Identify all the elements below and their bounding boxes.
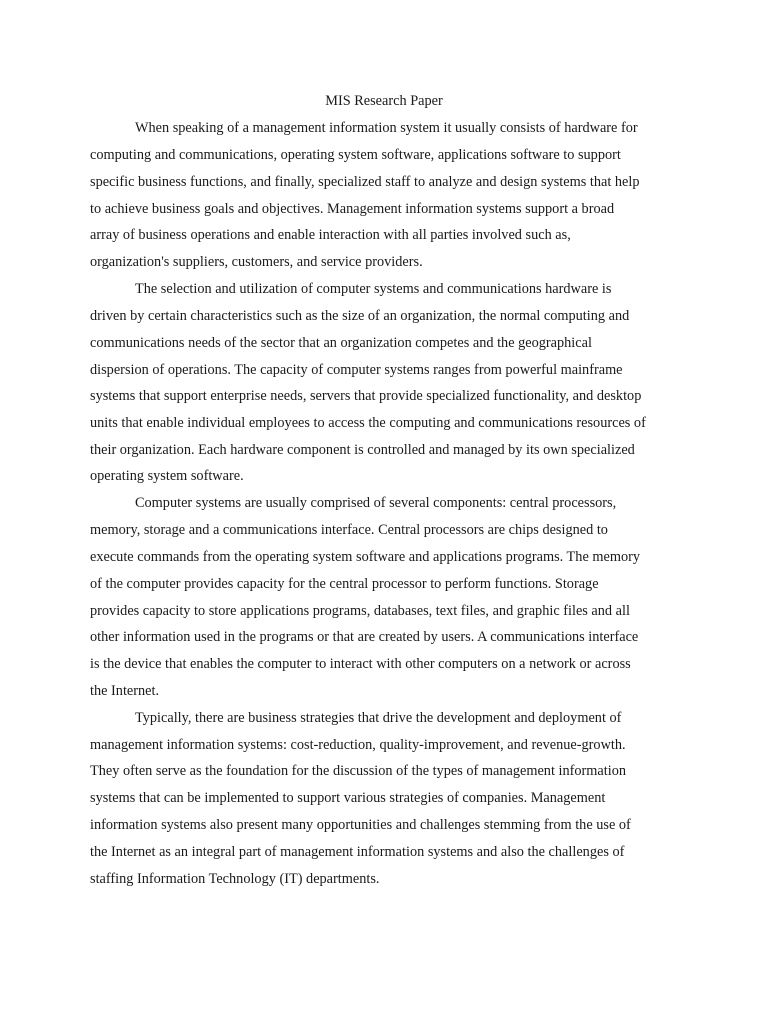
- text-line: to achieve business goals and objectives. Management information systems support a broad: [90, 201, 615, 217]
- text-line: units that enable individual employees to access the computing and communications resources of: [90, 415, 646, 431]
- text-line: systems that can be implemented to support various strategies of companies. Management: [90, 790, 606, 806]
- text-line: operating system software.: [90, 468, 244, 484]
- text-line: the Internet as an integral part of management information systems and also the challenges of: [90, 844, 625, 860]
- text-line: organization's suppliers, customers, and service providers.: [90, 254, 423, 270]
- text-line: provides capacity to store applications programs, databases, text files, and graphic files and all: [90, 603, 630, 619]
- text-line: the Internet.: [90, 683, 160, 699]
- text-line: driven by certain characteristics such as the size of an organization, the normal computing and: [90, 308, 630, 324]
- text-line: their organization. Each hardware component is controlled and managed by its own specialized: [90, 442, 635, 458]
- text-line: other information used in the programs or that are created by users. A communications interface: [90, 629, 639, 645]
- text-line: management information systems: cost-reduction, quality-improvement, and revenue-growth.: [90, 737, 626, 753]
- text-line: of the computer provides capacity for the central processor to perform functions. Storage: [90, 576, 599, 592]
- text-line: staffing Information Technology (IT) departments.: [90, 871, 380, 887]
- text-line: They often serve as the foundation for the discussion of the types of management information: [90, 763, 626, 779]
- text-line: specific business functions, and finally, specialized staff to analyze and design systems that help: [90, 174, 640, 190]
- text-line: dispersion of operations. The capacity of computer systems ranges from powerful mainframe: [90, 362, 623, 378]
- text-line: array of business operations and enable interaction with all parties involved such as,: [90, 227, 571, 243]
- text-line: systems that support enterprise needs, servers that provide specialized functionality, and desktop: [90, 388, 642, 404]
- page-title: MIS Research Paper: [325, 93, 443, 109]
- text-line: information systems also present many opportunities and challenges stemming from the use of: [90, 817, 631, 833]
- text-line: Computer systems are usually comprised of several components: central processors,: [135, 495, 617, 511]
- text-line: computing and communications, operating system software, applications software to support: [90, 147, 621, 163]
- text-line: is the device that enables the computer to interact with other computers on a network or across: [90, 656, 631, 672]
- text-line: communications needs of the sector that an organization competes and the geographical: [90, 335, 592, 351]
- text-line: memory, storage and a communications interface. Central processors are chips designed to: [90, 522, 608, 538]
- text-line: The selection and utilization of computer systems and communications hardware is: [135, 281, 612, 297]
- text-line: execute commands from the operating system software and applications programs. The memory: [90, 549, 641, 565]
- text-line: Typically, there are business strategies that drive the development and deployment of: [135, 710, 622, 726]
- text-line: When speaking of a management information system it usually consists of hardware for: [135, 120, 638, 136]
